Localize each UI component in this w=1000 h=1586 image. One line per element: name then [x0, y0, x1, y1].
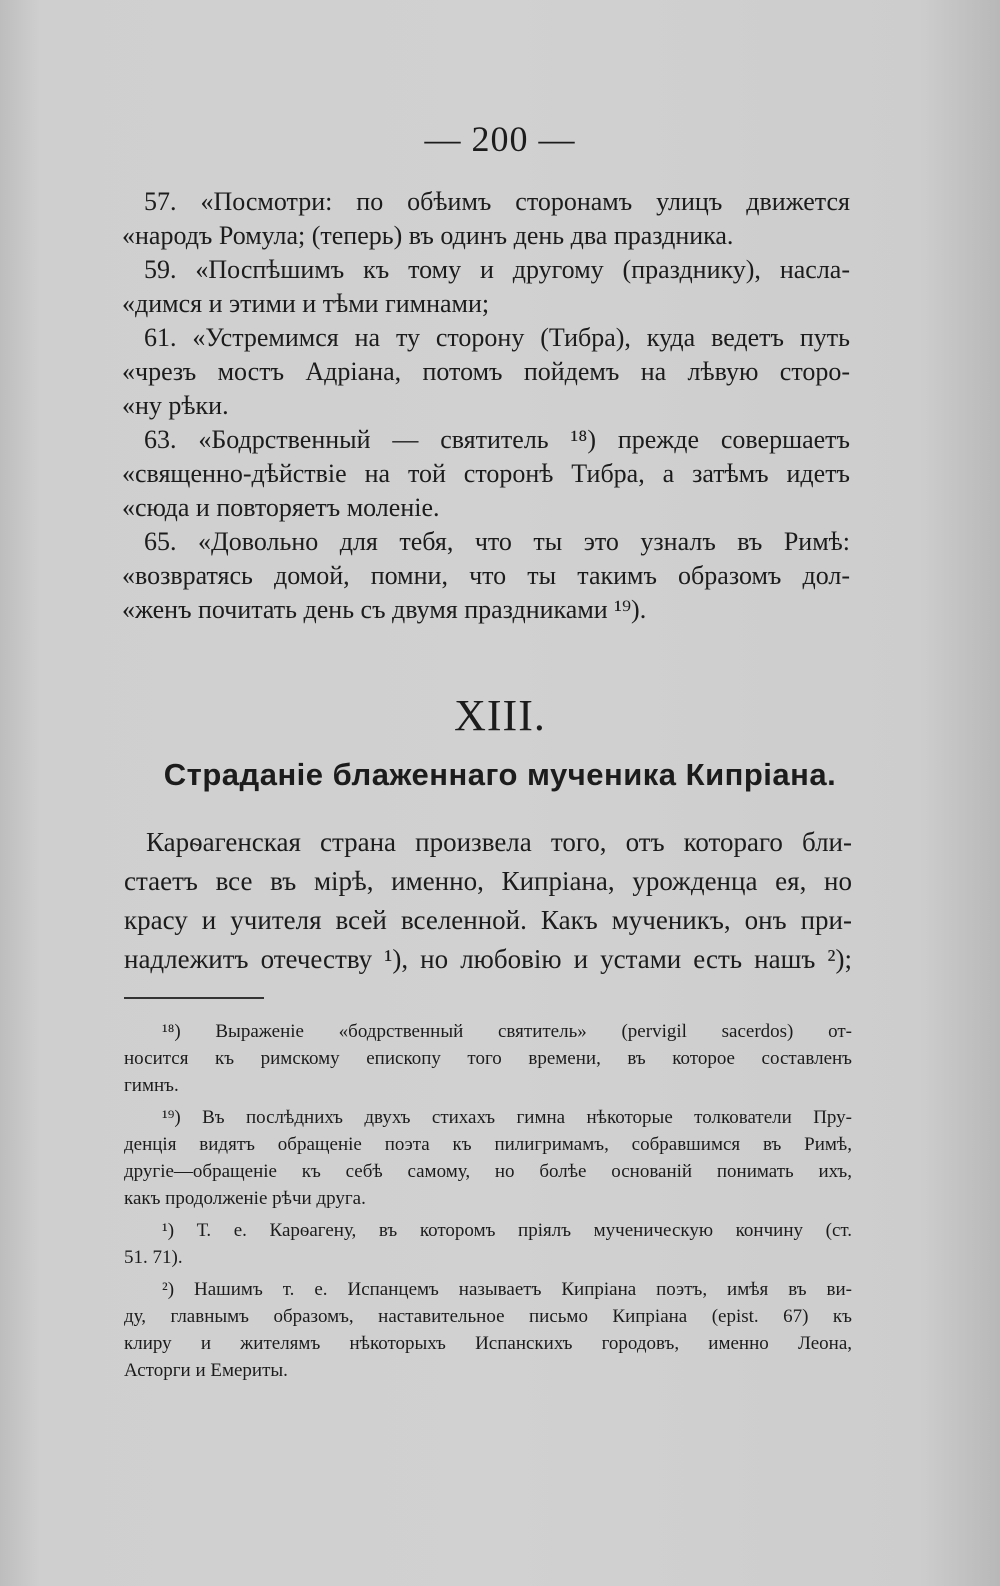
verse-line: «священно-дѣйствіе на той сторонѣ Тибра, а затѣмъ идетъ [122, 459, 850, 488]
verse-61 [122, 321, 850, 423]
footnote-line: ²) Нашимъ т. е. Испанцемъ называетъ Кипріана поэтъ, имѣя въ ви- [162, 1279, 852, 1300]
prose-line: красу и учителя всей вселенной. Какъ мученикъ, онъ при- [124, 905, 852, 935]
footnote-line: 51. 71). [124, 1247, 183, 1268]
verse-57 [122, 185, 850, 253]
prose-line: стаетъ все въ мірѣ, именно, Кипріана, урожденца ея, но [124, 866, 852, 896]
verse-line: 57. «Посмотри: по обѣимъ сторонамъ улицъ движется [144, 187, 850, 216]
footnote-line: ¹⁸) Выраженіе «бодрственный святитель» (pervigil sacerdos) от- [162, 1021, 852, 1042]
footnote-line: ¹) Т. е. Карѳагену, въ которомъ пріялъ мученическую кончину (ст. [162, 1220, 852, 1241]
verse-59 [122, 253, 850, 321]
footnote-18 [124, 1018, 852, 1099]
verse-line: 59. «Поспѣшимъ къ тому и другому (празднику), насла- [144, 255, 850, 284]
verse-line: «возвратясь домой, помни, что ты такимъ образомъ дол- [122, 561, 850, 590]
footnote-line: Асторги и Емериты. [124, 1360, 288, 1381]
footnote-line: ду, главнымъ образомъ, наставительное письмо Кипріана (epist. 67) къ [124, 1306, 852, 1327]
verse-line: «народъ Ромула; (теперь) въ одинъ день два праздника. [122, 221, 734, 250]
footnote-line: другіе—обращеніе къ себѣ самому, но болѣе основаній понимать ихъ, [124, 1161, 852, 1182]
verse-line: 65. «Довольно для тебя, что ты это узналъ въ Римѣ: [144, 527, 850, 556]
section-number: XIII. [454, 691, 546, 740]
verse-line: «ну рѣки. [122, 391, 229, 420]
verse-line: 63. «Бодрственный — святитель ¹⁸) прежде совершаетъ [144, 425, 850, 454]
footnotes [124, 1018, 852, 1389]
footnote-line: денція видятъ обращеніе поэта къ пилигримамъ, собравшимся въ Римѣ, [124, 1134, 852, 1155]
prose-line: надлежитъ отечеству ¹), но любовію и устами есть нашъ ²); [124, 944, 852, 974]
page-number: — 200 — [424, 119, 576, 159]
footnote-19 [124, 1104, 852, 1212]
footnote-line: носится къ римскому епископу того времени, въ которое составленъ [124, 1048, 852, 1069]
footnote-1 [124, 1217, 852, 1271]
verse-line: 61. «Устремимся на ту сторону (Тибра), куда ведетъ путь [144, 323, 850, 352]
prose-line: Карѳагенская страна произвела того, отъ котораго бли- [146, 827, 852, 857]
verse-63 [122, 423, 850, 525]
verse-line: «чрезъ мостъ Адріана, потомъ пойдемъ на лѣвую сторо- [122, 357, 850, 386]
footnote-line: ¹⁹) Въ послѣднихъ двухъ стихахъ гимна нѣкоторые толкователи Пру- [162, 1107, 852, 1128]
verse-line: «женъ почитать день съ двумя праздниками ¹⁹). [122, 595, 647, 624]
footnote-divider [124, 997, 264, 999]
verse-line: «димся и этими и тѣми гимнами; [122, 289, 490, 318]
prose-paragraph [124, 823, 852, 979]
footnote-line: клиру и жителямъ нѣкоторыхъ Испанскихъ городовъ, именно Леона, [124, 1333, 852, 1354]
verse-65 [122, 525, 850, 627]
footnote-2 [124, 1276, 852, 1384]
section-title: Страданіе блаженнаго мученика Кипріана. [163, 757, 837, 792]
footnote-line: какъ продолженіе рѣчи друга. [124, 1188, 366, 1209]
verse-line: «сюда и повторяетъ моленіе. [122, 493, 440, 522]
verse-block [122, 185, 850, 627]
footnote-line: гимнъ. [124, 1075, 179, 1096]
